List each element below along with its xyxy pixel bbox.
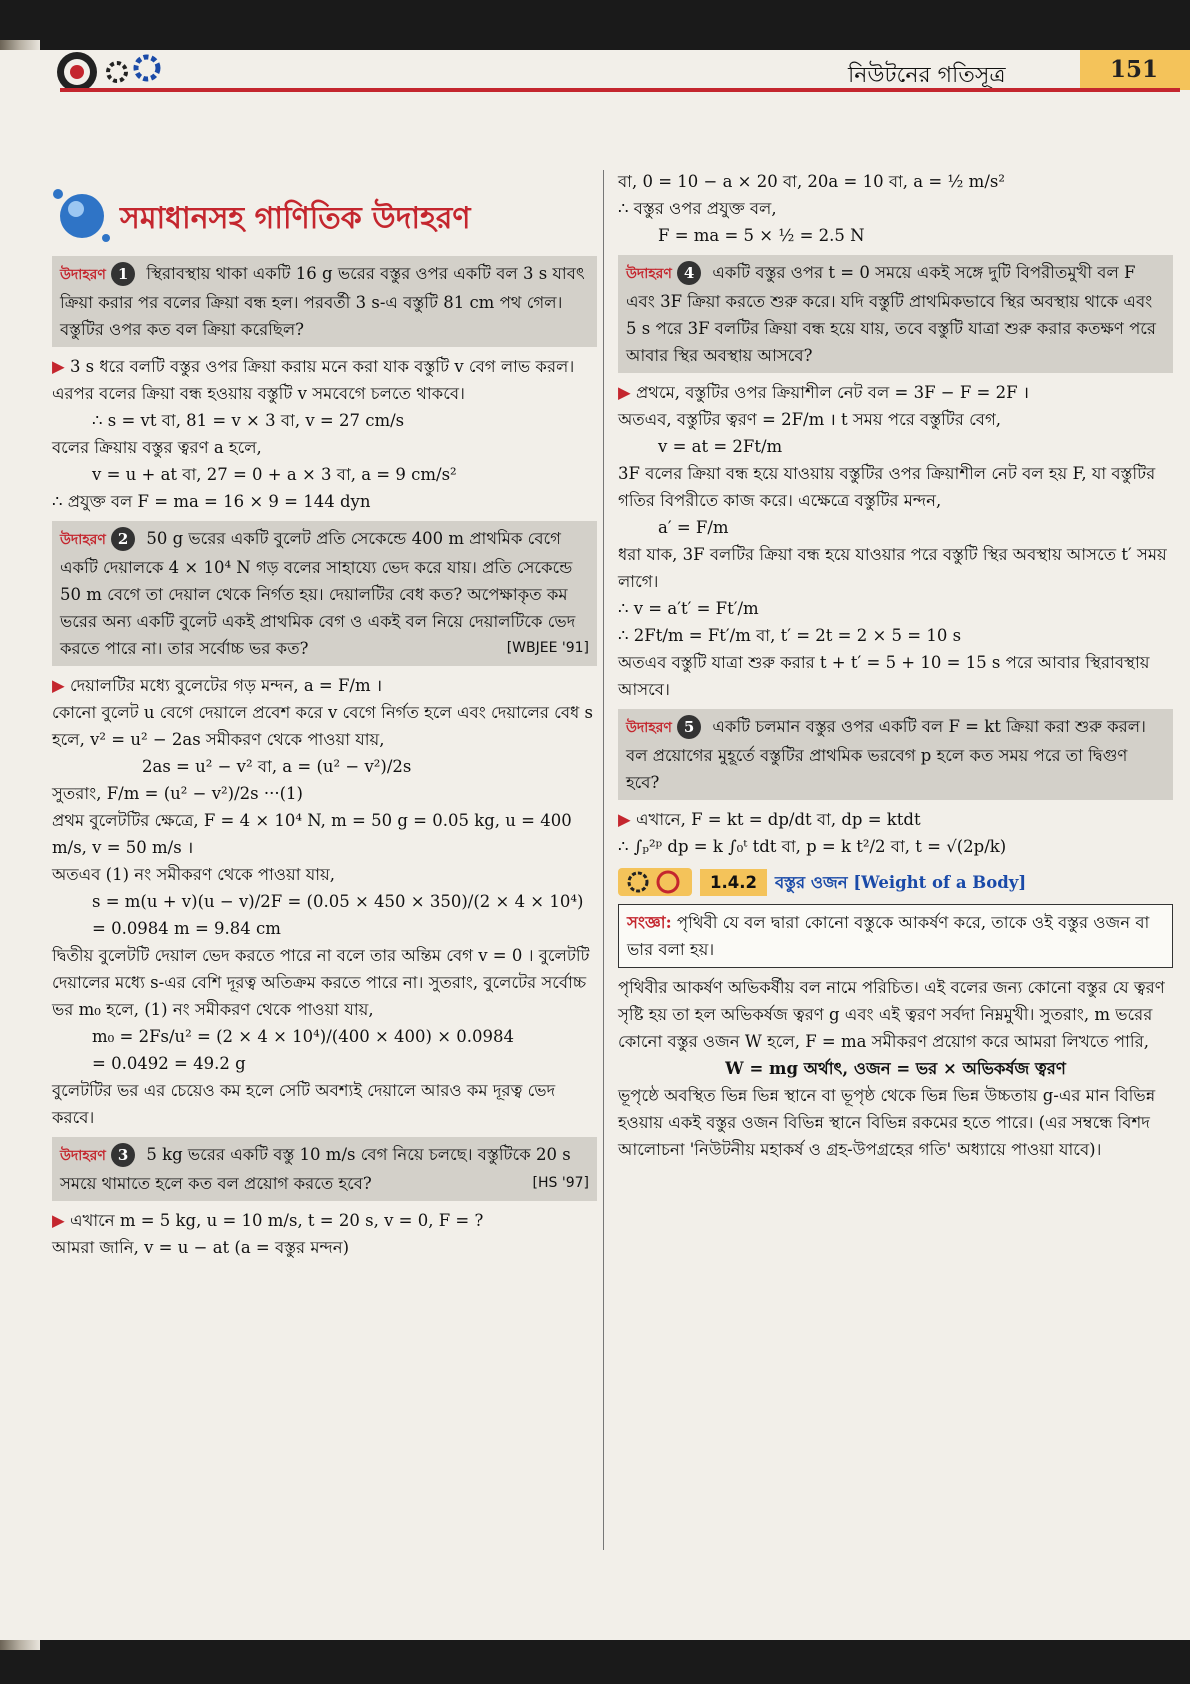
solution-text: বলের ক্রিয়ায় বস্তুর ত্বরণ a হলে, — [52, 438, 262, 457]
example-3-question — [52, 1137, 597, 1201]
solution-text: ধরা যাক, 3F বলটির ক্রিয়া বন্ধ হয়ে যাওয়ার পরে বস্তুটি স্থির অবস্থায় আসতে t′ সময় লাগে। — [618, 545, 1167, 591]
solution-text: দ্বিতীয় বুলেটটি দেয়াল ভেদ করতে পারে না বলে তার অন্তিম বেগ v = 0 । বুলেটটি দেয়ালের মধ্যে s-এর বেশি দূরত্ব অতিক্রম করতে পারে না। সুতরাং, বুলেটের সর্বোচ্চ ভর m₀ হলে, (1) নং সমীকরণ থেকে পাওয়া যায়, — [52, 946, 590, 1019]
subsection-title: বস্তুর ওজন [Weight of a Body] — [774, 872, 1027, 892]
bullet-triangle-icon: ▶ — [52, 676, 70, 695]
equation-line: m₀ = 2Fs/u² = (2 × 4 × 10⁴)/(400 × 400) × 0.0984 — [92, 1027, 514, 1046]
solution-line — [618, 379, 1173, 406]
example-1-question — [52, 256, 597, 347]
solution-text: দেয়ালটির মধ্যে বুলেটের গড় মন্দন, a = F/m । — [69, 676, 383, 695]
solution-text: অতএব (1) নং সমীকরণ থেকে পাওয়া যায়, — [52, 865, 336, 884]
equation-line: বা, 0 = 10 − a × 20 বা, 20a = 10 বা, a = ½ m/s² — [618, 172, 1005, 191]
equation-line: W = mg অর্থাৎ, ওজন = ভর × অভিকর্ষজ ত্বরণ — [725, 1059, 1066, 1078]
definition-box — [618, 904, 1173, 968]
equation-line: সুতরাং, F/m = (u² − v²)/2s ···(1) — [52, 784, 303, 803]
solution-line — [618, 806, 1173, 833]
right-column — [618, 168, 1173, 1163]
example-number: 5 — [677, 715, 701, 739]
example-number: 4 — [677, 261, 701, 285]
equation-line: এখানে, F = kt = dp/dt বা, dp = ktdt — [635, 810, 921, 829]
question-text: একটি বস্তুর ওপর t = 0 সময়ে একই সঙ্গে দুটি বিপরীতমুখী বল F এবং 3F ক্রিয়া করতে শুরু করে। যদি বস্তুটি প্রাথমিকভাবে স্থির অবস্থায় থাকে এবং 5 s পরে 3F বলটির ক্রিয়া বন্ধ হয়ে যায়, তবে বস্তুটি যাত্রা শুরু করার কতক্ষণ পরে আবার স্থির অবস্থায় আসবে? — [626, 263, 1156, 365]
example-number: 2 — [111, 527, 135, 551]
question-text: স্থিরাবস্থায় থাকা একটি 16 g ভরের বস্তুর ওপর একটি বল 3 s যাবৎ ক্রিয়া করার পর বলের ক্রিয়া বন্ধ হল। পরবর্তী 3 s-এ বস্তুটি 81 cm পথ গেল। বস্তুটির ওপর কত বল ক্রিয়া করেছিল? — [60, 264, 585, 339]
bullet-triangle-icon: ▶ — [618, 383, 636, 402]
equation-line: v = u + at বা, 27 = 0 + a × 3 বা, a = 9 cm/s² — [92, 465, 457, 484]
solution-line — [52, 1207, 597, 1234]
equation-line: = 0.0492 = 49.2 g — [92, 1054, 246, 1073]
equation-line: ∴ 2Ft/m = Ft′/m বা, t′ = 2t = 2 × 5 = 10 s — [618, 626, 962, 645]
solution-text: প্রথম বুলেটটির ক্ষেত্রে, F = 4 × 10⁴ N, m = 50 g = 0.05 kg, u = 400 m/s, v = 50 m/s । — [52, 811, 572, 857]
equation-line: ∴ প্রযুক্ত বল F = ma = 16 × 9 = 144 dyn — [52, 492, 371, 511]
example-label: উদাহরণ — [60, 1148, 106, 1164]
paragraph: ভূপৃষ্ঠে অবস্থিত ভিন্ন ভিন্ন স্থানে বা ভূপৃষ্ঠ থেকে ভিন্ন ভিন্ন উচ্চতায় g-এর মান বিভিন্ন হওয়ায় একই বস্তুর ওজন বিভিন্ন স্থানে বিভিন্ন রকমের হতে পারে। (এর সম্বন্ধে বিশদ আলোচনা 'নিউটনীয় মহাকর্ষ ও গ্রহ-উপগ্রহের গতি' অধ্যায়ে পাওয়া যাবে)। — [618, 1086, 1156, 1159]
solution-text: আমরা জানি, v = u − at (a = বস্তুর মন্দন) — [52, 1238, 350, 1257]
exam-reference: [WBJEE '91] — [506, 640, 589, 656]
subsection-number: 1.4.2 — [700, 869, 767, 896]
example-5-question — [618, 709, 1173, 800]
definition-label: সংজ্ঞা: — [627, 913, 672, 932]
bullet-triangle-icon: ▶ — [618, 810, 636, 829]
solution-line — [52, 672, 597, 699]
equation-line: 2as = u² − v² বা, a = (u² − v²)/2s — [142, 757, 412, 776]
equation-line: ∴ ∫ₚ²ᵖ dp = k ∫₀ᵗ tdt বা, p = k t²/2 বা, t = √(2p/k) — [618, 837, 1007, 856]
section-title: সমাধানসহ গাণিতিক উদাহরণ — [120, 201, 471, 236]
example-label: উদাহরণ — [60, 267, 106, 283]
left-column — [52, 250, 597, 1261]
equation-line: s = m(u + v)(u − v)/2F = (0.05 × 450 × 350)/(2 × 4 × 10⁴) — [92, 892, 584, 911]
exam-reference: [HS '97] — [532, 1175, 589, 1191]
question-text: একটি চলমান বস্তুর ওপর একটি বল F = kt ক্রিয়া করা শুরু করল। বল প্রয়োগের মুহূর্তে বস্তুটির প্রাথমিক ভরবেগ p হলে কত সময় পরে তা দ্বিগুণ হবে? — [626, 717, 1146, 792]
equation-line: F = ma = 5 × ½ = 2.5 N — [658, 226, 865, 245]
example-label: উদাহরণ — [60, 532, 106, 548]
solution-text: এখানে m = 5 kg, u = 10 m/s, t = 20 s, v = 0, F = ? — [69, 1211, 484, 1230]
solution-text: ∴ বস্তুর ওপর প্রযুক্ত বল, — [618, 199, 777, 218]
equation-line: a′ = F/m — [658, 518, 729, 537]
equation-line: = 0.0984 m = 9.84 cm — [92, 919, 281, 938]
example-4-question — [618, 255, 1173, 373]
equation-line: v = at = 2Ft/m — [658, 437, 783, 456]
solution-text: 3F বলের ক্রিয়া বন্ধ হয়ে যাওয়ায় বস্তুটির ওপর ক্রিয়াশীল নেট বল হয় F, যা বস্তুটির গতির বিপরীতে কাজ করে। এক্ষেত্রে বস্তুটির মন্দন, — [618, 464, 1156, 510]
solution-line — [52, 353, 597, 407]
column-divider — [603, 170, 604, 1550]
example-2-question — [52, 521, 597, 666]
question-text: 50 g ভরের একটি বুলেট প্রতি সেকেন্ডে 400 m প্রাথমিক বেগে একটি দেয়ালকে 4 × 10⁴ N গড় বলের সাহায্যে ভেদ করে যায়। প্রতি সেকেন্ডে 50 m বেগে তা দেয়াল থেকে নির্গত হয়। দেয়ালটির বেধ কত? অপেক্ষাকৃত কম ভরের অন্য একটি বুলেট একই প্রাথমিক বেগ ও একই বল নিয়ে দেয়ালটিকে ভেদ করতে পারে না। তার সর্বোচ্চ ভর কত? — [60, 529, 576, 658]
solution-text: বুলেটটির ভর এর চেয়েও কম হলে সেটি অবশ্যই দেয়ালে আরও কম দূরত্ব ভেদ করবে। — [52, 1081, 556, 1127]
question-text: 5 kg ভরের একটি বস্তু 10 m/s বেগ নিয়ে চলছে। বস্তুটিকে 20 s সময়ে থামাতে হলে কত বল প্রয়োগ করতে হবে? — [60, 1145, 571, 1193]
solution-text: প্রথমে, বস্তুটির ওপর ক্রিয়াশীল নেট বল = 3F − F = 2F । — [635, 383, 1030, 402]
example-number: 1 — [111, 262, 135, 286]
atom-icon — [48, 182, 114, 248]
solution-text: কোনো বুলেট u বেগে দেয়ালে প্রবেশ করে v বেগে নির্গত হলে এবং দেয়ালের বেধ s হলে, v² = u² − 2as সমীকরণ থেকে পাওয়া যায়, — [52, 703, 593, 749]
gear-brain-icon — [618, 868, 692, 896]
solution-text: 3 s ধরে বলটি বস্তুর ওপর ক্রিয়া করায় মনে করা যাক বস্তুটি v বেগ লাভ করল। এরপর বলের ক্রিয়া বন্ধ হওয়ায় বস্তুটি v সমবেগে চলতে থাকবে। — [52, 357, 575, 403]
chapter-title: নিউটনের গতিসূত্র — [848, 63, 1006, 88]
example-label: উদাহরণ — [626, 720, 672, 736]
page-number: 151 — [1080, 50, 1190, 90]
definition-text: পৃথিবী যে বল দ্বারা কোনো বস্তুকে আকর্ষণ করে, তাকে ওই বস্তুর ওজন বা ভার বলা হয়। — [627, 913, 1150, 959]
section-heading — [48, 182, 603, 254]
bullet-triangle-icon: ▶ — [52, 1211, 70, 1230]
equation-line: ∴ s = vt বা, 81 = v × 3 বা, v = 27 cm/s — [92, 411, 405, 430]
bullet-triangle-icon: ▶ — [52, 357, 70, 376]
paragraph: পৃথিবীর আকর্ষণ অভিকর্ষীয় বল নামে পরিচিত। এই বলের জন্য কোনো বস্তুর যে ত্বরণ সৃষ্টি হয় তা হল অভিকর্ষজ ত্বরণ g এবং এই ত্বরণ সর্বদা নিম্নমুখী। সুতরাং, m ভরের কোনো বস্তুর ওজন W হলে, F = ma সমীকরণ প্রয়োগ করে আমরা লিখতে পারি, — [618, 978, 1165, 1051]
solution-text: অতএব, বস্তুটির ত্বরণ = 2F/m । t সময় পরে বস্তুটির বেগ, — [618, 410, 1002, 429]
equation-line: ∴ v = a′t′ = Ft′/m — [618, 599, 759, 618]
header-rule — [60, 88, 1180, 92]
example-label: উদাহরণ — [626, 266, 672, 282]
solution-text: অতএব বস্তুটি যাত্রা শুরু করার t + t′ = 5 + 10 = 15 s পরে আবার স্থিরাবস্থায় আসবে। — [618, 653, 1150, 699]
subsection-heading — [618, 868, 1173, 896]
example-number: 3 — [111, 1143, 135, 1167]
